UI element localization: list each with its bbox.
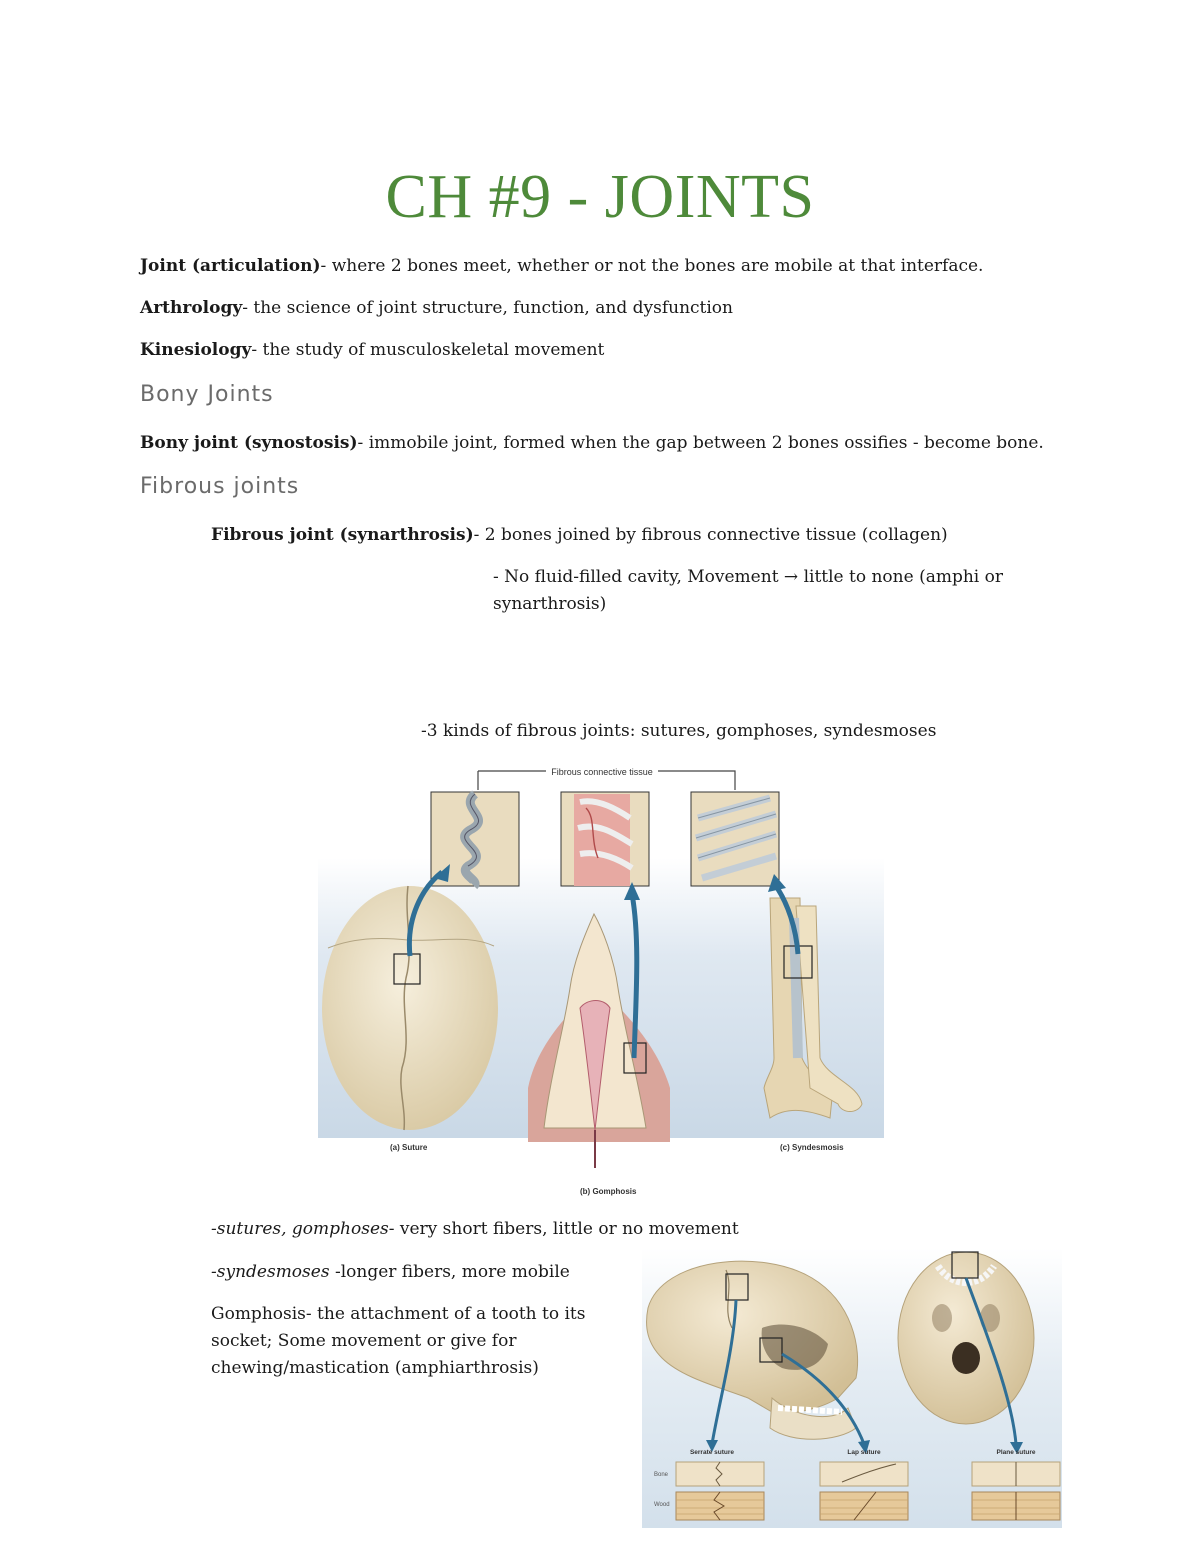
definition-term: Joint (articulation) xyxy=(140,256,321,276)
wood-blocks xyxy=(676,1492,1060,1520)
definition-bony-joint xyxy=(140,430,1044,456)
suture-types-figure xyxy=(642,1248,1062,1528)
label-serrate-suture: Serrate suture xyxy=(689,1449,735,1456)
bone-blocks xyxy=(676,1462,1060,1486)
definition-arthrology xyxy=(140,295,733,321)
definition-kinesiology xyxy=(140,337,604,363)
note-text: -longer fibers, more mobile xyxy=(329,1262,570,1282)
section-heading-fibrous-joints: Fibrous joints xyxy=(140,474,300,499)
fibrous-bullet: - No fluid-filled cavity, Movement → little to none (amphi or synarthrosis) xyxy=(493,567,1003,614)
label-wood: Wood xyxy=(654,1502,670,1508)
skull-inferior-view xyxy=(898,1252,1034,1424)
note-gomphosis: Gomphosis- the attachment of a tooth to its socket; Some movement or give for chewing/mastication (amphiarthrosis) xyxy=(211,1304,586,1378)
note-term: -sutures, gomphoses xyxy=(211,1219,389,1239)
fibrous-tissue-label: Fibrous connective tissue xyxy=(551,767,653,777)
definition-fibrous-joint xyxy=(211,522,948,548)
definition-joint xyxy=(140,253,983,279)
definition-term: Kinesiology xyxy=(140,340,252,360)
definition-term: Fibrous joint (synarthrosis) xyxy=(211,525,474,545)
definition-text: - the study of musculoskeletal movement xyxy=(251,340,605,360)
caption-gomphosis: (b) Gomphosis xyxy=(580,1187,637,1196)
fibrous-kinds: -3 kinds of fibrous joints: sutures, gomphoses, syndesmoses xyxy=(421,721,937,741)
label-lap-suture: Lap suture xyxy=(847,1449,881,1456)
gomphosis-inset xyxy=(561,792,649,886)
caption-suture: (a) Suture xyxy=(390,1143,428,1152)
definition-term: Arthrology xyxy=(140,298,243,318)
page-title: CH #9 - JOINTS xyxy=(385,163,815,231)
section-heading-bony-joints: Bony Joints xyxy=(140,382,274,407)
definition-text: - where 2 bones meet, whether or not the bones are mobile at that interface. xyxy=(320,256,984,276)
note-long-fibers xyxy=(211,1259,570,1285)
note-term: -syndesmoses xyxy=(211,1262,330,1282)
note-text: - very short fibers, little or no movement xyxy=(388,1219,739,1239)
definition-text: - 2 bones joined by fibrous connective tissue (collagen) xyxy=(473,525,948,545)
syndesmosis-inset xyxy=(691,792,779,886)
definition-text: - the science of joint structure, function, and dysfunction xyxy=(242,298,733,318)
label-plane-suture: Plane suture xyxy=(996,1449,1036,1456)
note-short-fibers xyxy=(211,1216,739,1242)
caption-syndesmosis: (c) Syndesmosis xyxy=(780,1143,844,1152)
definition-text: - immobile joint, formed when the gap between 2 bones ossifies - become bone. xyxy=(357,433,1044,453)
definition-term: Bony joint (synostosis) xyxy=(140,433,358,453)
fibrous-joints-figure xyxy=(318,758,884,1204)
label-bone: Bone xyxy=(654,1472,669,1478)
